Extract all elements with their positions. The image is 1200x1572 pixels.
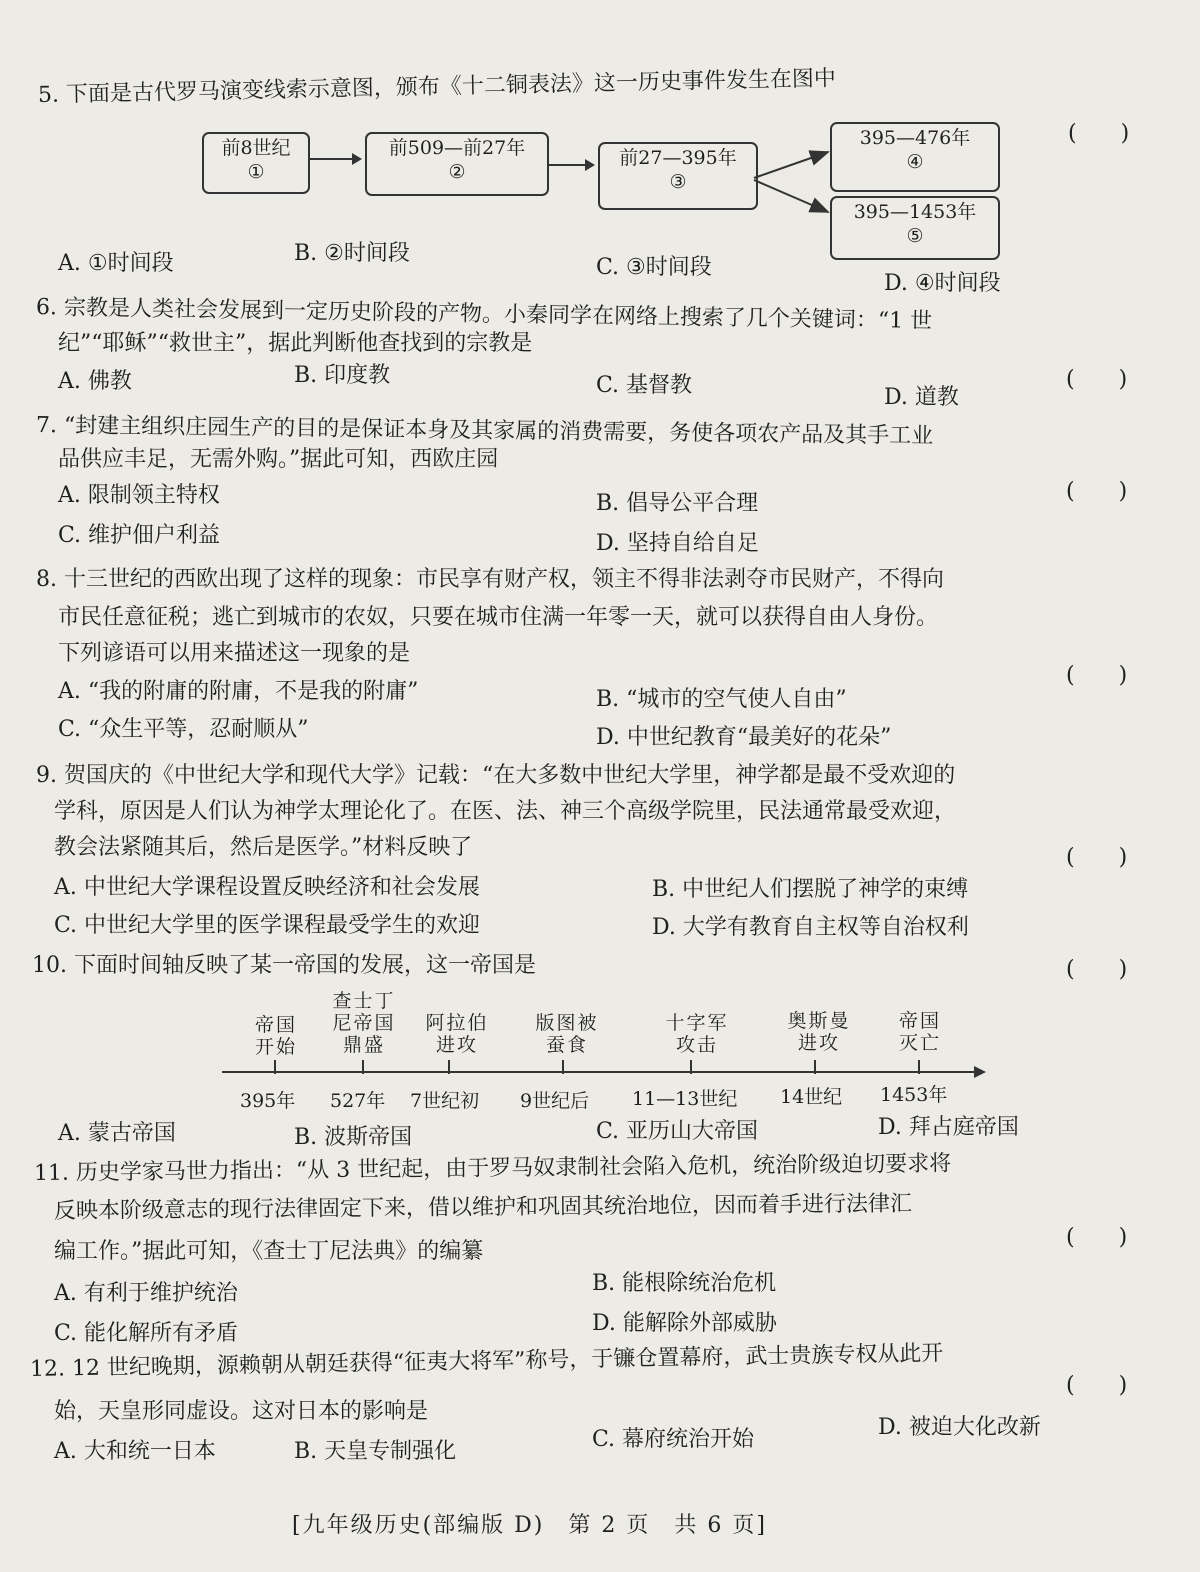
q8-option-c: C. “众生平等，忍耐顺从” [58,717,309,742]
q10-option-c: C. 亚历山大帝国 [596,1119,759,1144]
q5-option-a: A. ①时间段 [58,251,174,276]
question-8-answer-paren: ( ) [1066,663,1128,688]
diagram-box-4 [830,122,1000,192]
q11-option-a: A. 有利于维护统治 [54,1281,238,1306]
q8-option-d: D. 中世纪教育“最美好的花朵” [596,725,892,750]
q11-option-d: D. 能解除外部威胁 [592,1311,777,1336]
q7-option-b: B. 倡导公平合理 [596,491,759,516]
question-10-stem: 10. 下面时间轴反映了某一帝国的发展，这一帝国是 [32,953,536,978]
timeline-axis [222,1071,980,1073]
timeline-year-3: 7世纪初 [410,1090,480,1112]
box-1-period: 前8世纪 [221,137,291,159]
question-10-answer-paren: ( ) [1066,957,1128,982]
q11-option-b: B. 能根除统治危机 [592,1271,777,1296]
question-11-line-2: 反映本阶级意志的现行法律固定下来，借以维护和巩固其统治地位，因而着手进行法律汇 [53,1191,913,1224]
q5-option-b: B. ②时间段 [294,241,410,266]
question-5-stem: 5. 下面是古代罗马演变线索示意图，颁布《十二铜表法》这一历史事件发生在图中 [37,66,837,108]
q8-option-a: A. “我的附庸的附庸，不是我的附庸” [58,679,419,704]
question-11-line-3: 编工作。”据此可知，《查士丁尼法典》的编纂 [54,1239,484,1264]
timeline-year-7: 1453年 [880,1084,948,1106]
timeline-label-3: 阿拉伯 进攻 [425,1012,489,1056]
timeline-tick-4 [562,1060,564,1074]
q7-option-d: D. 坚持自给自足 [596,531,759,556]
q7-option-a: A. 限制领主特权 [58,483,220,508]
timeline-tick-3 [448,1060,450,1074]
q9-option-d: D. 大学有教育自主权等自治权利 [652,915,969,940]
question-6-answer-paren: ( ) [1066,367,1128,392]
q10-option-d: D. 拜占庭帝国 [878,1115,1019,1140]
timeline-year-2: 527年 [330,1090,386,1112]
timeline-label-1: 帝国 开始 [254,1014,297,1058]
q8-option-b: B. “城市的空气使人自由” [596,687,847,712]
q9-option-b: B. 中世纪人们摆脱了神学的束缚 [652,877,969,902]
diagram-box-1 [202,132,310,194]
q10-option-b: B. 波斯帝国 [294,1125,413,1150]
question-8-line-1: 8. 十三世纪的西欧出现了这样的现象：市民享有财产权，领主不得非法剥夺市民财产，不得向 [36,567,944,592]
question-11-line-1: 11. 历史学家马世力指出：“从 3 世纪起，由于罗马奴隶制社会陷入危机，统治阶级迫切要求将 [33,1151,952,1186]
question-7-line-2: 品供应丰足，无需外购。”据此可知，西欧庄园 [58,447,499,472]
q9-option-c: C. 中世纪大学里的医学课程最受学生的欢迎 [54,913,481,938]
q6-option-b: B. 印度教 [294,363,391,388]
timeline-tick-2 [362,1060,364,1074]
q5-option-d: D. ④时间段 [884,271,1001,296]
timeline-label-4: 版图被 蚕食 [535,1012,599,1056]
branch-arrows [752,140,838,230]
question-9-line-1: 9. 贺国庆的《中世纪大学和现代大学》记载：“在大多数中世纪大学里，神学都是最不受欢迎的 [36,763,956,788]
box-3-period: 前27—395年 [619,147,737,169]
timeline-tick-5 [690,1060,692,1074]
question-9-answer-paren: ( ) [1066,845,1128,870]
question-9-line-2: 学科，原因是人们认为神学太理论化了。在医、法、神三个高级学院里，民法通常最受欢迎， [54,799,957,824]
q12-option-d: D. 被迫大化改新 [878,1415,1041,1440]
timeline-tick-1 [274,1060,276,1074]
box-2-number: ② [448,161,466,183]
box-2-period: 前509—前27年 [388,137,526,159]
box-4-number: ④ [906,151,924,173]
question-6-line-2: 纪”“耶稣”“救世主”，据此判断他查找到的宗教是 [58,331,533,356]
q6-option-a: A. 佛教 [58,369,132,394]
timeline-year-1: 395年 [240,1090,296,1112]
question-6-line-1: 6. 宗教是人类社会发展到一定历史阶段的产物。小秦同学在网络上搜索了几个关键词：“1 世 [35,295,933,335]
timeline-tick-6 [814,1060,816,1074]
box-4-period: 395—476年 [859,127,971,149]
timeline-year-5: 11—13世纪 [632,1088,738,1110]
box-5-period: 395—1453年 [853,201,977,223]
timeline-tick-7 [918,1060,920,1074]
question-12-line-1: 12. 12 世纪晚期，源赖朝从朝廷获得“征夷大将军”称号，于镰仓置幕府，武士贵族专权从此开 [29,1341,944,1382]
timeline-label-5: 十字军 攻击 [665,1012,729,1056]
question-11-answer-paren: ( ) [1066,1225,1128,1250]
question-8-line-2: 市民任意征税；逃亡到城市的农奴，只要在城市住满一年零一天，就可以获得自由人身份。 [58,605,939,630]
question-9-line-3: 教会法紧随其后，然后是医学。”材料反映了 [54,835,473,860]
q6-option-c: C. 基督教 [596,373,693,398]
q6-option-d: D. 道教 [884,385,959,410]
q10-option-a: A. 蒙古帝国 [58,1121,176,1146]
timeline-label-6: 奥斯曼 进攻 [787,1010,851,1054]
q11-option-c: C. 能化解所有矛盾 [54,1321,239,1346]
question-7-answer-paren: ( ) [1066,479,1128,504]
box-3-number: ③ [669,171,687,193]
q12-option-c: C. 幕府统治开始 [592,1427,755,1452]
box-5-number: ⑤ [906,225,924,247]
timeline-label-7: 帝国 灭亡 [898,1010,941,1054]
question-12-answer-paren: ( ) [1066,1373,1128,1398]
arrow-1-to-2 [310,158,360,160]
question-5-answer-paren: ( ) [1068,121,1130,146]
arrow-2-to-3 [549,164,593,166]
question-8-line-3: 下列谚语可以用来描述这一现象的是 [58,641,411,666]
question-12-line-2: 始，天皇形同虚设。这对日本的影响是 [54,1399,429,1424]
timeline-label-2: 查士丁 尼帝国 鼎盛 [332,990,396,1056]
page-footer: [九年级历史(部编版 D) 第 2 页 共 6 页] [292,1513,767,1538]
question-7-line-1: 7. “封建主组织庄园生产的目的是保证本身及其家属的消费需要，务使各项农产品及其手工业 [35,413,934,449]
timeline-year-4: 9世纪后 [520,1090,590,1112]
q7-option-c: C. 维护佃户利益 [58,523,221,548]
timeline-arrowhead [974,1066,986,1078]
diagram-box-3 [598,142,758,210]
timeline-year-6: 14世纪 [780,1086,843,1108]
q9-option-a: A. 中世纪大学课程设置反映经济和社会发展 [54,875,480,900]
q5-option-c: C. ③时间段 [596,255,712,280]
q12-option-b: B. 天皇专制强化 [294,1439,457,1464]
q12-option-a: A. 大和统一日本 [54,1439,216,1464]
diagram-box-5 [830,196,1000,260]
box-1-number: ① [247,161,265,183]
diagram-box-2 [365,132,549,196]
